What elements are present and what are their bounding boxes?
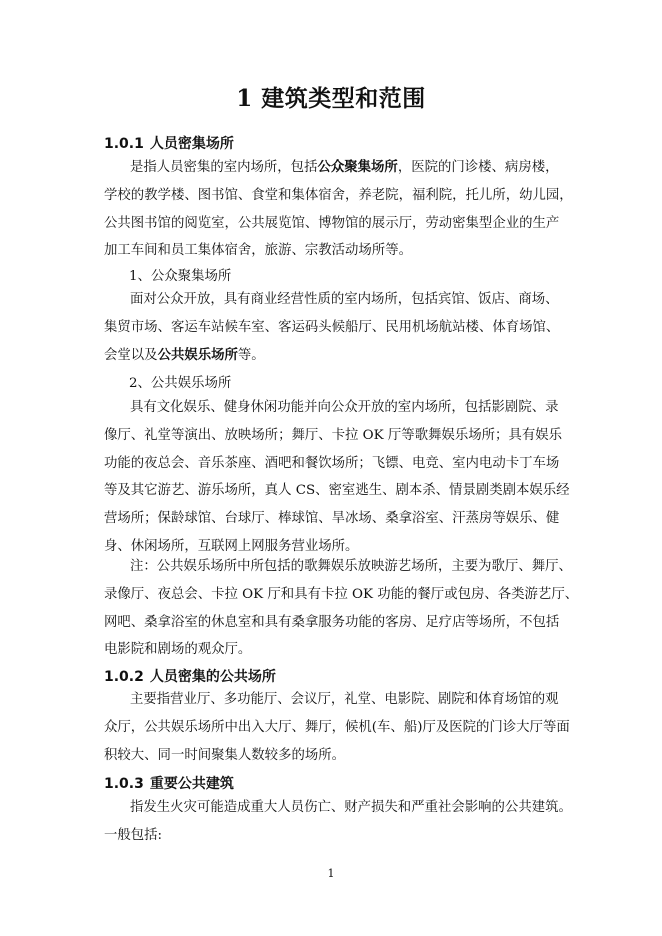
bold-term: 公众聚集场所 <box>317 160 398 175</box>
text-run: 面对公众开放，具有商业经营性质的室内场所，包括宾馆、饭店、商场、 <box>130 292 559 307</box>
page-number: 1 <box>327 867 335 880</box>
text-line <box>104 553 572 581</box>
subheading-public-entertainment: 2、公共娱乐场所 <box>129 376 232 391</box>
text-line: 众厅，公共娱乐场所中出入大厅、舞厅，候机(车、船)厅及医院的门诊大厅等面 <box>104 719 570 735</box>
text-run: ，医院的门诊楼、病房楼， <box>397 160 559 175</box>
bold-term: 公共娱乐场所 <box>157 347 238 363</box>
text-line: 集贸市场、客运车站候车室、客运码头候船厅、民用机场航站楼、体育场馆、 <box>104 319 560 335</box>
text-line: 公共图书馆的阅览室，公共展览馆、博物馆的展示厅，劳动密集型企业的生产 <box>104 215 560 231</box>
text-run: 会堂以及 <box>104 347 158 363</box>
text-run: 具有文化娱乐、健身休闲功能并向公众开放的室内场所，包括影剧院、录 <box>130 400 559 415</box>
text-line <box>104 154 559 182</box>
text-line: 像厅、礼堂等演出、放映场所；舞厅、卡拉 OK 厅等歌舞娱乐场所；具有娱乐 <box>104 427 562 443</box>
paragraph-important-public-buildings <box>104 794 572 850</box>
paragraph-public-gathering <box>104 286 560 369</box>
section-title: 人员密集的公共场所 <box>149 669 276 685</box>
text-run: 注：公共娱乐场所中所包括的歌舞娱乐放映游艺场所，主要为歌厅、舞厅、 <box>130 559 572 574</box>
paragraph-public-entertainment <box>104 394 570 561</box>
paragraph-definition <box>104 154 573 265</box>
text-line: 电影院和剧场的观众厅。 <box>104 642 252 658</box>
section-number: 1.0.3 <box>104 776 144 792</box>
text-run: 主要指营业厅、多功能厅、会议厅，礼堂、电影院、剧院和体育场馆的观 <box>130 692 559 707</box>
text-line: 一般包括: <box>104 827 163 843</box>
section-title: 重要公共建筑 <box>149 776 234 792</box>
text-line <box>104 394 559 422</box>
text-line: 等及其它游艺、游乐场所，真人 CS、密室逃生、剧本杀、情景剧类剧本娱乐经 <box>104 483 570 499</box>
subheading-public-gathering: 1、公众聚集场所 <box>129 269 232 284</box>
text-line <box>104 342 556 370</box>
text-line: 加工车间和员工集体宿舍，旅游、宗教活动场所等。 <box>104 243 412 259</box>
paragraph-note <box>104 553 579 664</box>
text-run: 等。 <box>237 347 265 363</box>
text-run: 指发生火灾可能造成重大人员伤亡、财产损失和严重社会影响的公共建筑。 <box>130 800 572 815</box>
text-line: 录像厅、夜总会、卡拉 OK 厅和具有卡拉 OK 功能的餐厅或包房、各类游艺厅、 <box>104 586 579 602</box>
text-line <box>104 686 559 714</box>
text-line: 功能的夜总会、音乐茶座、酒吧和餐饮场所；飞镖、电竞、室内电动卡丁车场 <box>104 455 560 471</box>
text-line: 网吧、桑拿浴室的休息室和具有桑拿服务功能的客房、足疗店等场所，不包括 <box>104 614 560 630</box>
text-line: 身、休闲场所，互联网上网服务营业场所。 <box>104 538 359 554</box>
text-line: 学校的教学楼、图书馆、食堂和集体宿舍，养老院，福利院，托儿所，幼儿园， <box>104 187 573 203</box>
section-heading-1-0-1 <box>104 133 234 153</box>
section-number: 1.0.1 <box>104 136 144 152</box>
paragraph-crowded-public-places <box>104 686 570 769</box>
text-line <box>104 794 572 822</box>
text-run: 是指人员密集的室内场所，包括 <box>130 160 318 175</box>
section-title: 人员密集场所 <box>149 136 234 152</box>
text-line: 营场所；保龄球馆、台球厅、棒球馆、旱冰场、桑拿浴室、汗蒸房等娱乐、健 <box>104 511 560 527</box>
section-number: 1.0.2 <box>104 669 144 685</box>
page-title: 1 建筑类型和范围 <box>236 85 426 112</box>
section-heading-1-0-3 <box>104 773 234 793</box>
text-line <box>104 286 559 314</box>
section-heading-1-0-2 <box>104 666 276 686</box>
text-line: 积较大、同一时间聚集人数较多的场所。 <box>104 747 346 763</box>
